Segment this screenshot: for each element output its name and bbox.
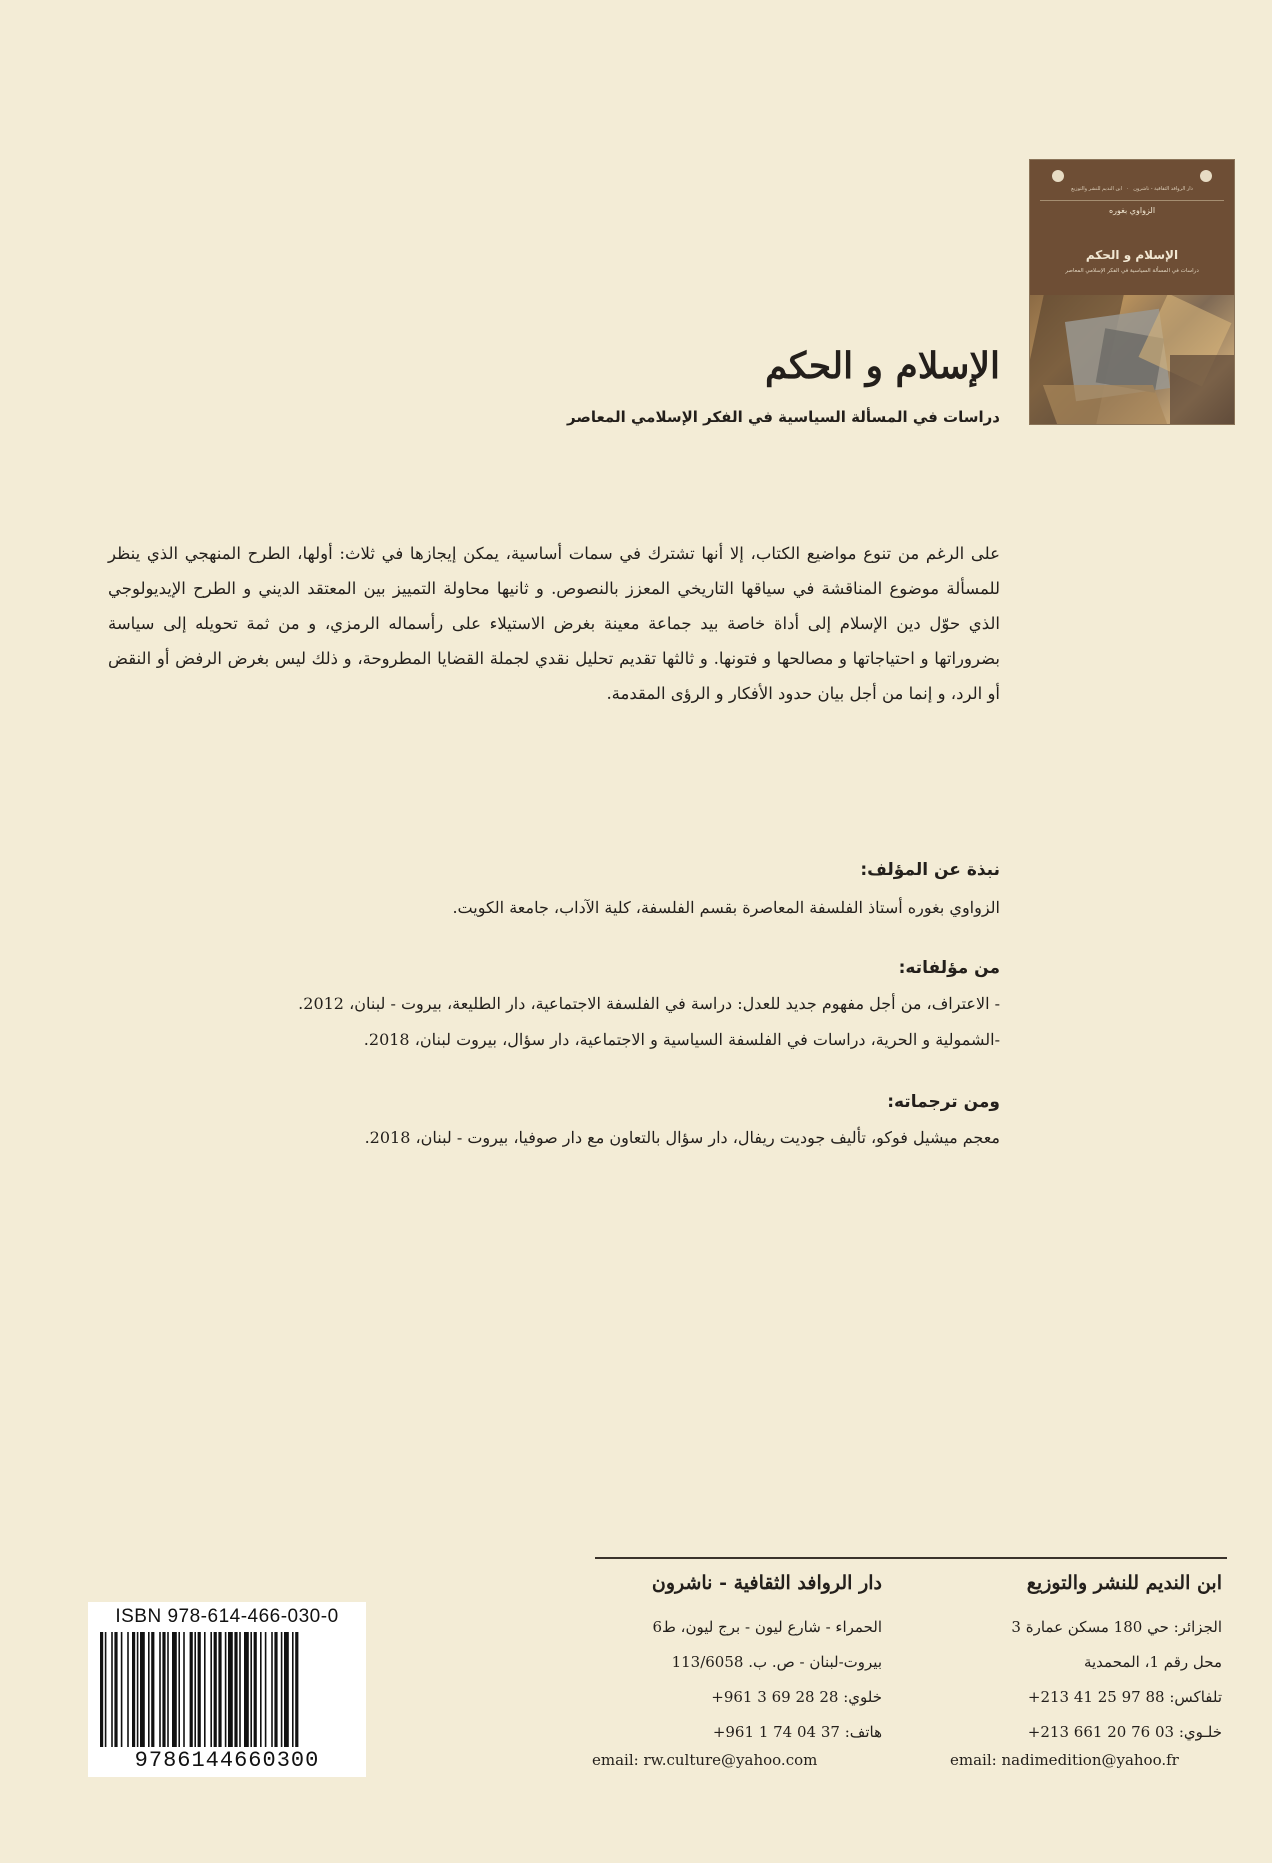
barcode-bar: [274, 1632, 277, 1747]
barcode-bar: [167, 1632, 169, 1747]
barcode-bar: [140, 1632, 145, 1747]
publisher-email[interactable]: email: nadimedition@yahoo.fr: [950, 1751, 1179, 1769]
barcode-bar: [114, 1632, 117, 1747]
thumbnail-publishers: دار الروافد الثقافية - ناشرون · ابن النديم للنشر والتوزيع: [1071, 186, 1193, 192]
barcode-bar: [292, 1632, 294, 1747]
book-description: على الرغم من تنوع مواضيع الكتاب، إلا أنها تشترك في سمات أساسية، يمكن إيجازها في ثلاث: أولها، الطرح المنهجي الذي ينظر للمسألة موضوع المناقشة في سياقها التاريخي المعزز بالنصوص. و ثانيها محاولة التمييز بين المعتقد الديني و الطرح الإيديولوجي الذي حوّل دين الإسلام إلى أداة خاصة بيد جماعة معينة بغرض الاستيلاء على رأسماله الرمزي، و من ثمة تحويله إلى سياسة بضروراتها و احتياجاتها و مصالحها و فتونها. و ثالثها تقديم تحليل نقدي لجملة القضايا المطروحة، و ذلك ليس بغرض الرفض أو النقض أو الرد، و إنما من أجل بيان حدود الأفكار و الرؤى المقدمة.: [108, 544, 1000, 703]
cover-artwork: [1030, 295, 1234, 424]
barcode-bar: [190, 1632, 193, 1747]
barcode-bar: [172, 1632, 177, 1747]
publisher-address: الحمراء - شارع ليون - برج ليون، ط6: [652, 1618, 882, 1636]
barcode-bar: [260, 1632, 262, 1747]
book-subtitle: دراسات في المسألة السياسية في الفكر الإسلامي المعاصر: [567, 408, 1000, 426]
thumbnail-title: الإسلام و الحكم: [1085, 248, 1179, 262]
barcode-bar: [151, 1632, 154, 1747]
isbn-barcode: [88, 1602, 366, 1777]
barcode-bar: [244, 1632, 249, 1747]
barcode-bar: [284, 1632, 289, 1747]
isbn-label: ISBN 978-614-466-030-0: [115, 1606, 339, 1627]
barcode-bar: [121, 1632, 123, 1747]
publisher-phone: خلوي: 28 28 69 3 961+: [711, 1688, 882, 1706]
isbn-digits: 9786144660300: [134, 1748, 320, 1773]
barcode-bar: [111, 1632, 113, 1747]
publisher-phone: تلفاكس: 88 97 25 41 213+: [1027, 1688, 1222, 1706]
barcode-bar: [204, 1632, 206, 1747]
thumbnail-header: [1030, 160, 1234, 295]
publisher-address: بيروت-لبنان - ص. ب. 113/6058: [671, 1653, 882, 1671]
barcode-bar: [132, 1632, 135, 1747]
barcode-bars: [98, 1632, 356, 1747]
publisher-name: دار الروافد الثقافية - ناشرون: [651, 1572, 882, 1594]
barcode-bar: [271, 1632, 273, 1747]
thumbnail-author: الزواوي بغوره: [1108, 206, 1156, 215]
barcode-bar: [105, 1632, 107, 1747]
author-bio-heading: نبذة عن المؤلف:: [860, 860, 1000, 880]
barcode-bar: [254, 1632, 257, 1747]
publisher-phone: هاتف: 37 04 74 1 961+: [712, 1723, 882, 1741]
thumbnail-subtitle: دراسات في المسألة السياسية في الفكر الإسلامي المعاصر: [1065, 268, 1199, 274]
barcode-bar: [194, 1632, 196, 1747]
barcode-bar: [218, 1632, 221, 1747]
barcode-bar: [210, 1632, 212, 1747]
barcode-bar: [228, 1632, 233, 1747]
barcode-bar: [183, 1632, 185, 1747]
barcode-bar: [148, 1632, 150, 1747]
publisher-name: ابن النديم للنشر والتوزيع: [1026, 1572, 1222, 1594]
barcode-bar: [225, 1632, 227, 1747]
barcode-bar: [137, 1632, 139, 1747]
barcode-bar: [239, 1632, 241, 1747]
translations-item: معجم ميشيل فوكو، تأليف جوديت ريفال، دار سؤال بالتعاون مع دار صوفيا، بيروت - لبنان، 2018.: [364, 1128, 1000, 1147]
publisher-logo-icon: [1200, 170, 1212, 182]
barcode-bar: [159, 1632, 161, 1747]
barcode-bar: [100, 1632, 103, 1747]
publisher-logo-icon: [1052, 170, 1064, 182]
author-bio-text: الزواوي بغوره أستاذ الفلسفة المعاصرة بقسم الفلسفة، كلية الآداب، جامعة الكويت.: [452, 898, 1000, 917]
barcode-bar: [162, 1632, 165, 1747]
publisher-address: الجزائر: حي 180 مسكن عمارة 3: [1011, 1618, 1222, 1636]
publisher-phone: خلـوي: 03 76 20 661 213+: [1027, 1723, 1222, 1741]
barcode-bar: [178, 1632, 180, 1747]
barcode-bar: [295, 1632, 298, 1747]
barcode-bar: [214, 1632, 217, 1747]
works-item: -الشمولية و الحرية، دراسات في الفلسفة السياسية و الاجتماعية، دار سؤال، بيروت لبنان، 2018.: [363, 1030, 1000, 1049]
works-item: - الاعتراف، من أجل مفهوم جديد للعدل: دراسة في الفلسفة الاجتماعية، دار الطليعة، بيروت - لبنان، 2012.: [298, 994, 1000, 1013]
barcode-bar: [281, 1632, 283, 1747]
barcode-bar: [198, 1632, 201, 1747]
barcode-bar: [265, 1632, 267, 1747]
book-title: الإسلام و الحكم: [765, 345, 1000, 387]
publishers-divider: [595, 1557, 1227, 1559]
front-cover-thumbnail: [1030, 160, 1234, 424]
barcode-bar: [127, 1632, 129, 1747]
publisher-email[interactable]: email: rw.culture@yahoo.com: [592, 1751, 818, 1769]
translations-heading: ومن ترجماته:: [887, 1092, 1000, 1112]
barcode-bar: [250, 1632, 252, 1747]
barcode-bar: [234, 1632, 237, 1747]
publisher-address: محل رقم 1، المحمدية: [1083, 1653, 1222, 1671]
works-heading: من مؤلفاته:: [898, 958, 1000, 978]
